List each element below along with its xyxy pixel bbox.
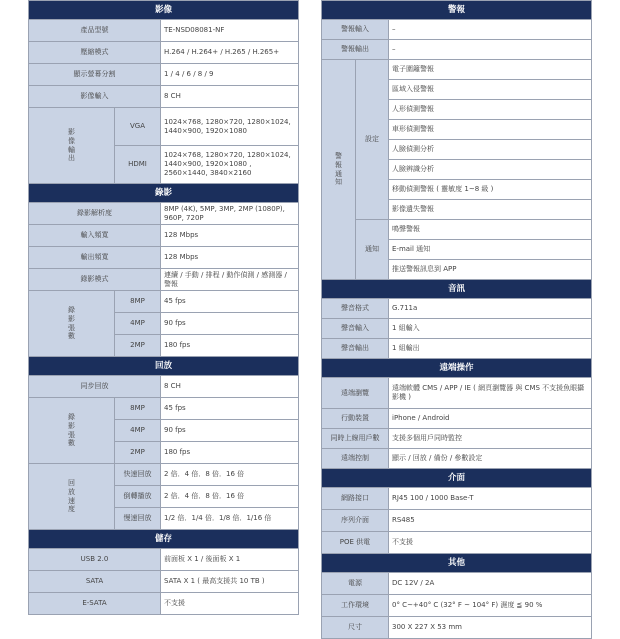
spec-value: 1024×768, 1280×720, 1280×1024, 1440×900, 1920×1080 , 2560×1440, 3840×2160 (161, 146, 299, 184)
sub-label: 快速回放 (115, 464, 161, 486)
sub-label: 設定 (356, 60, 389, 220)
sub-label: 2MP (115, 442, 161, 464)
spec-row (322, 573, 592, 595)
spec-value: 電子圍籬警報 (389, 60, 592, 80)
spec-label: 產品型號 (29, 20, 161, 42)
spec-value: 人臉辨識分析 (389, 160, 592, 180)
section-title: 其他 (322, 554, 592, 573)
spec-value: 連續 / 手動 / 排程 / 動作偵測 / 感測器 / 警報 (161, 269, 299, 291)
spec-label: 序列介面 (322, 510, 389, 532)
spec-value: 不支援 (389, 532, 592, 554)
section-title: 介面 (322, 469, 592, 488)
group-label: 錄 影 張 數 (29, 398, 115, 464)
spec-value: 車形偵測警報 (389, 120, 592, 140)
spec-value: 1 組輸出 (389, 339, 592, 359)
spec-value: 支援多個用戶同時監控 (389, 429, 592, 449)
spec-row (322, 449, 592, 469)
spec-value: 1024×768, 1280×720, 1280×1024, 1440×900, 1920×1080 (161, 108, 299, 146)
spec-value: 45 fps (161, 291, 299, 313)
spec-row (29, 571, 299, 593)
sub-label: 4MP (115, 313, 161, 335)
spec-label: 遠端控制 (322, 449, 389, 469)
spec-label: 同時上線用戶數 (322, 429, 389, 449)
spec-label: 行動裝置 (322, 409, 389, 429)
spec-value: 1/2 倍．1/4 倍．1/8 倍．1/16 倍 (161, 508, 299, 530)
spec-label: 警報輸出 (322, 40, 389, 60)
spec-table-left (28, 0, 298, 615)
spec-value: 8 CH (161, 376, 299, 398)
group-label: 錄 影 張 數 (29, 291, 115, 357)
sub-label: 2MP (115, 335, 161, 357)
spec-label: 顯示螢幕分割 (29, 64, 161, 86)
sub-label: 慢速回放 (115, 508, 161, 530)
sub-label: 倒轉播放 (115, 486, 161, 508)
spec-label: 電源 (322, 573, 389, 595)
spec-label: POE 供電 (322, 532, 389, 554)
sub-label: HDMI (115, 146, 161, 184)
spec-value: – (389, 40, 592, 60)
spec-value: 鳴聲警報 (389, 220, 592, 240)
spec-value: E-mail 通知 (389, 240, 592, 260)
spec-row (29, 376, 299, 398)
spec-row (322, 488, 592, 510)
spec-value: H.264 / H.264+ / H.265 / H.265+ (161, 42, 299, 64)
spec-row (322, 409, 592, 429)
spec-row (29, 398, 299, 420)
spec-row (322, 299, 592, 319)
spec-label: SATA (29, 571, 161, 593)
spec-value: 區域入侵警報 (389, 80, 592, 100)
group-label: 回 放 速 度 (29, 464, 115, 530)
spec-row (322, 510, 592, 532)
spec-row (322, 220, 592, 240)
spec-label: 聲音格式 (322, 299, 389, 319)
spec-value: 不支援 (161, 593, 299, 615)
spec-value: 移動偵測警報 ( 靈敏度 1~8 級 ) (389, 180, 592, 200)
section-title: 儲存 (29, 530, 299, 549)
spec-row (322, 339, 592, 359)
sub-label: 8MP (115, 291, 161, 313)
spec-value: 2 倍．4 倍．8 倍．16 倍 (161, 464, 299, 486)
spec-value: DC 12V / 2A (389, 573, 592, 595)
spec-row (29, 225, 299, 247)
spec-value: 300 X 227 X 53 mm (389, 617, 592, 639)
section-title: 錄影 (29, 184, 299, 203)
section-title: 警報 (322, 1, 592, 20)
spec-label: 遠端瀏覽 (322, 378, 389, 409)
spec-value: TE-NSD08081-NF (161, 20, 299, 42)
spec-row (29, 20, 299, 42)
spec-row (322, 319, 592, 339)
spec-row (322, 429, 592, 449)
spec-value: 180 fps (161, 335, 299, 357)
spec-value: 90 fps (161, 420, 299, 442)
spec-value: 0° C~+40° C (32° F ~ 104° F) 濕度 ≦ 90 % (389, 595, 592, 617)
spec-value: 45 fps (161, 398, 299, 420)
spec-label: E-SATA (29, 593, 161, 615)
spec-value: 推送警報訊息到 APP (389, 260, 592, 280)
spec-row (29, 464, 299, 486)
spec-label: 尺寸 (322, 617, 389, 639)
spec-table-right (321, 0, 591, 639)
spec-value: – (389, 20, 592, 40)
spec-value: 180 fps (161, 442, 299, 464)
sub-label: 4MP (115, 420, 161, 442)
spec-row (322, 595, 592, 617)
spec-row (29, 64, 299, 86)
spec-row (29, 42, 299, 64)
spec-value: 2 倍．4 倍．8 倍．16 倍 (161, 486, 299, 508)
spec-value: G.711a (389, 299, 592, 319)
spec-value: 128 Mbps (161, 247, 299, 269)
section-title: 音訊 (322, 280, 592, 299)
col-right-table (321, 0, 592, 639)
col-left-table (28, 0, 299, 615)
spec-label: 影像輸入 (29, 86, 161, 108)
spec-label: 錄影解析度 (29, 203, 161, 225)
sub-label: 通知 (356, 220, 389, 280)
spec-row (29, 86, 299, 108)
spec-value: iPhone / Android (389, 409, 592, 429)
spec-label: 錄影模式 (29, 269, 161, 291)
spec-value: 影像遺失警報 (389, 200, 592, 220)
spec-value: 1 組輸入 (389, 319, 592, 339)
spec-value: 128 Mbps (161, 225, 299, 247)
spec-value: 90 fps (161, 313, 299, 335)
spec-row (29, 203, 299, 225)
spec-value: 1 / 4 / 6 / 8 / 9 (161, 64, 299, 86)
spec-label: USB 2.0 (29, 549, 161, 571)
spec-row (322, 40, 592, 60)
spec-label: 輸入頻寬 (29, 225, 161, 247)
spec-row (29, 291, 299, 313)
spec-row (29, 269, 299, 291)
spec-value: 人形偵測警報 (389, 100, 592, 120)
spec-label: 壓縮模式 (29, 42, 161, 64)
group-label: 影 像 輸 出 (29, 108, 115, 184)
spec-row (322, 20, 592, 40)
section-title: 回放 (29, 357, 299, 376)
spec-value: 遠端軟體 CMS / APP / IE ( 網頁瀏覽器 與 CMS 不支援魚眼攝影機 ) (389, 378, 592, 409)
spec-value: RJ45 100 / 1000 Base-T (389, 488, 592, 510)
spec-row (322, 378, 592, 409)
sub-label: 8MP (115, 398, 161, 420)
section-title: 遠端操作 (322, 359, 592, 378)
spec-label: 工作環境 (322, 595, 389, 617)
spec-value: 顯示 / 回放 / 備份 / 參數設定 (389, 449, 592, 469)
spec-row (322, 532, 592, 554)
spec-row (29, 247, 299, 269)
spec-row (29, 593, 299, 615)
spec-label: 同步回放 (29, 376, 161, 398)
section-title: 影像 (29, 1, 299, 20)
spec-label: 網路接口 (322, 488, 389, 510)
spec-value: 人臉偵測分析 (389, 140, 592, 160)
spec-label: 聲音輸入 (322, 319, 389, 339)
sub-label: VGA (115, 108, 161, 146)
spec-value: 8 CH (161, 86, 299, 108)
spec-value: 前面板 X 1 / 後面板 X 1 (161, 549, 299, 571)
spec-row (322, 60, 592, 80)
spec-row (29, 108, 299, 146)
spec-row (29, 549, 299, 571)
spec-value: RS485 (389, 510, 592, 532)
group-label: 警 報 通 知 (322, 60, 356, 280)
spec-label: 警報輸入 (322, 20, 389, 40)
spec-value: 8MP (4K), 5MP, 3MP, 2MP (1080P), 960P, 720P (161, 203, 299, 225)
spec-label: 聲音輸出 (322, 339, 389, 359)
spec-value: SATA X 1 ( 最高支援共 10 TB ) (161, 571, 299, 593)
spec-label: 輸出頻寬 (29, 247, 161, 269)
